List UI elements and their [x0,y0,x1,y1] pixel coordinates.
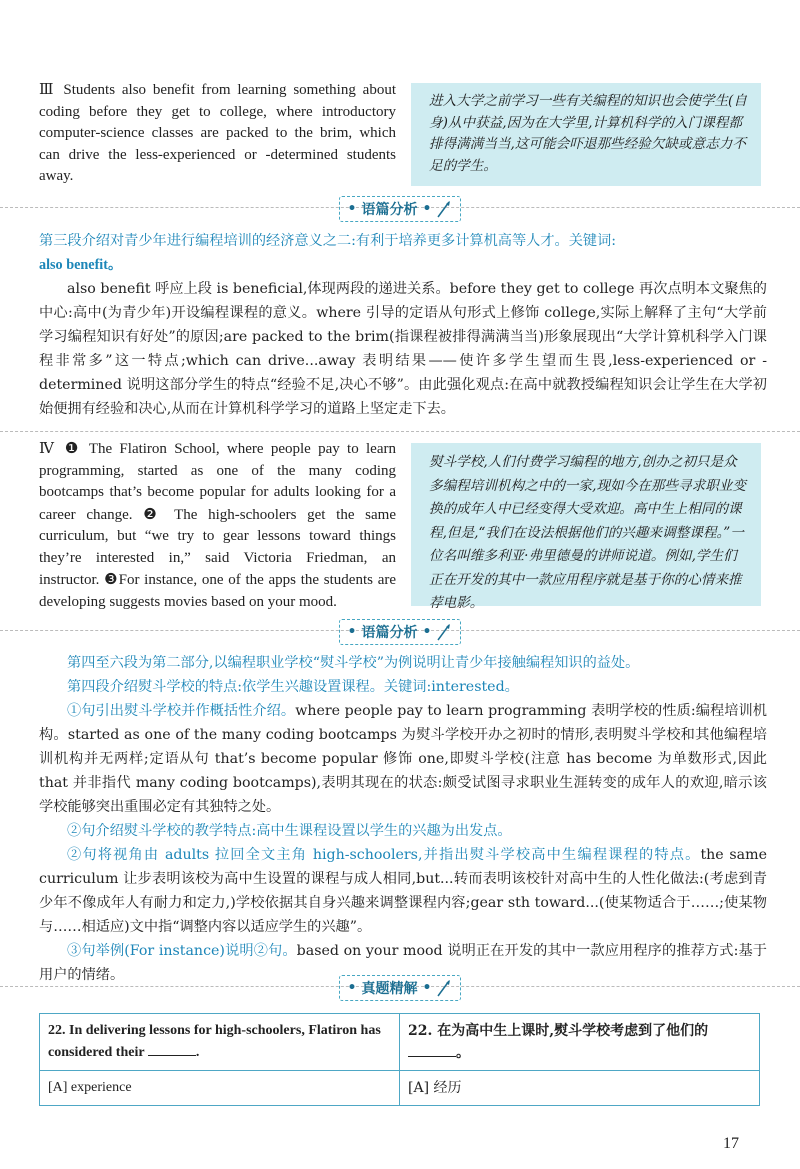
analysis-4-sentence-3: ③句举例(For instance)说明②句。based on your mood 说明正在开发的其中一款应用程序的推荐方式:基于用户的情绪。 [39,943,767,983]
paragraph-4-analysis [39,651,767,987]
paragraph-4-english: Ⅳ ❶ The Flatiron School, where people pay to learn programming, started as one of the many coding bootcamps that’s become popular for adults looking for a career change. ❷ The high-schoolers get the same curriculum, but “we try to gear lessons toward things they’re interested in,” said Victoria Friedman, an instructor. ❸For instance, one of the apps the students are developing suggests movies based on your mood. [39,439,397,610]
analysis-4-part-summary: 第四至六段为第二部分,以编程职业学校“熨斗学校”为例说明让青少年接触编程知识的益处。 [67,655,640,671]
analysis-4-sentence-2: ②句介绍熨斗学校的教学特点:高中生课程设置以学生的兴趣为出发点。 [67,823,512,839]
paragraph-3-analysis: 第三段介绍对青少年进行编程培训的经济意义之二:有利于培养更多计算机高等人才。关键词: also benefit。 also benefit 呼应上段 is beneficial,体现两段的递进关系。before they get to college 再次点明本文聚焦的中心:高中(为青少年)开设编程课程的意义。where 引导的定语从句形式上修饰 college,实际上解释了主句“大学前学习编程知识有好处”的原因;are packed to the brim(指课程被排得满满当当)形象展现出“大学计算机科学入门课程非常多”这一特点;which can drive...away 表明结果——使许多学生望而生畏,less-experienced or -determined 说明这部分学生的特点“经验不足,决心不够”。由此强化观点:在高中就教授编程知识会让学生在大学初始便拥有经验和决心,从而在计算机科学学习的道路上坚定走下去。 [39,229,767,421]
pen-icon [436,199,452,219]
analysis-4-sentence-1: ①句引出熨斗学校并作概括性介绍。where people pay to learn programming 表明学校的性质:编程培训机构。started as one of the many coding bootcamps 为熨斗学校开办之初时的情形,表明熨斗学校和其他编程培训机构并无两样;定语从句 that’s become popular 修饰 one,即熨斗学校(注意 has become 为单数形式,因此 that 并非指代 many coding bootcamps),表明其现在的状态:颇受试图寻求职业生涯转变的成年人的欢迎,暗示该学校能够突出重围必定有其独特之处。 [39,703,767,815]
exam-question-table [39,1013,760,1106]
option-a-chinese: [A] 经历 [400,1071,760,1106]
sentence-3-marker: ❸ [104,570,119,588]
paragraph-3-translation: 进入大学之前学习一些有关编程的知识也会使学生(自身)从中获益,因为在大学里,计算机科学的入门课程都排得满满当当,这可能会吓退那些经验欠缺或意志力不足的学生。 [411,83,761,186]
pen-icon [436,622,452,642]
question-stem-chinese: 22. 在为高中生上课时,熨斗学校考虑到了他们的。 [400,1014,760,1071]
page-number: 17 [723,1135,739,1152]
paragraph-4-translation: 熨斗学校,人们付费学习编程的地方,创办之初只是众多编程培训机构之中的一家,现如今在那些寻求职业变换的成年人中已经变得大受欢迎。高中生上相同的课程,但是,“我们在设法根据他们的兴趣来调整课程。”一位名叫维多利亚·弗里德曼的讲师说道。例如,学生们正在开发的其中一款应用程序就是基于你的心情来推荐电影。 [411,443,761,606]
sentence-2-marker: ❷ [143,504,164,523]
analysis-3-keyword: also benefit [39,257,108,273]
answer-blank [408,1043,456,1057]
analysis-4-feature: 第四段介绍熨斗学校的特点:依学生兴趣设置课程。关键词:interested。 [67,679,519,695]
pen-icon [436,978,452,998]
sentence-1-marker: ❶ [64,439,82,457]
analysis-3-body: also benefit 呼应上段 is beneficial,体现两段的递进关系。before they get to college 再次点明本文聚焦的中心:高中(为青少年)开设编程课程的意义。where 引导的定语从句形式上修饰 college,实际上解释了主句“大学前学习编程知识有好处”的原因;are packed to the brim(指课程被排得满满当当)形象展现出“大学计算机科学入门课程非常多”这一特点;which can drive...away 表明结果——使许多学生望而生畏,less-experienced or -determined 说明这部分学生的特点“经验不足,决心不够”。由此强化观点:在高中就教授编程知识会让学生在大学初始便拥有经验和决心,从而在计算机科学学习的道路上坚定走下去。 [39,281,767,417]
paragraph-3-english: Ⅲ Students also benefit from learning something about coding before they get to college, where introductory computer-science classes are packed to the brim, which can drive the less-experienced or -determined students away. [39,82,396,184]
question-stem-english: 22. In delivering lessons for high-schoolers, Flatiron has considered their . [40,1014,400,1071]
analysis-3-summary: 第三段介绍对青少年进行编程培训的经济意义之二:有利于培养更多计算机高等人才。关键词: [39,233,617,249]
answer-blank [148,1042,196,1056]
section-tag-analysis-2: • 语篇分析 • [339,619,462,645]
section-tag-analysis: • 语篇分析 • [339,196,462,222]
option-a-english: [A] experience [40,1071,400,1106]
analysis-4-sentence-2b: ②句将视角由 adults 拉回全文主角 high-schoolers,并指出熨斗学校高中生编程课程的特点。the same curriculum 让步表明该校为高中生设置的课程与成人相同,but...转而表明该校针对高中生的人性化做法:(考虑到青少年不像成年人有耐力和定力,)学校依据其自身兴趣来调整课程内容;gear sth toward...(使某物适合于……;使某物与……相适应)文中指“调整内容以适应学生的兴趣”。 [39,847,767,935]
section-tag-exam: • 真题精解 • [339,975,462,1001]
